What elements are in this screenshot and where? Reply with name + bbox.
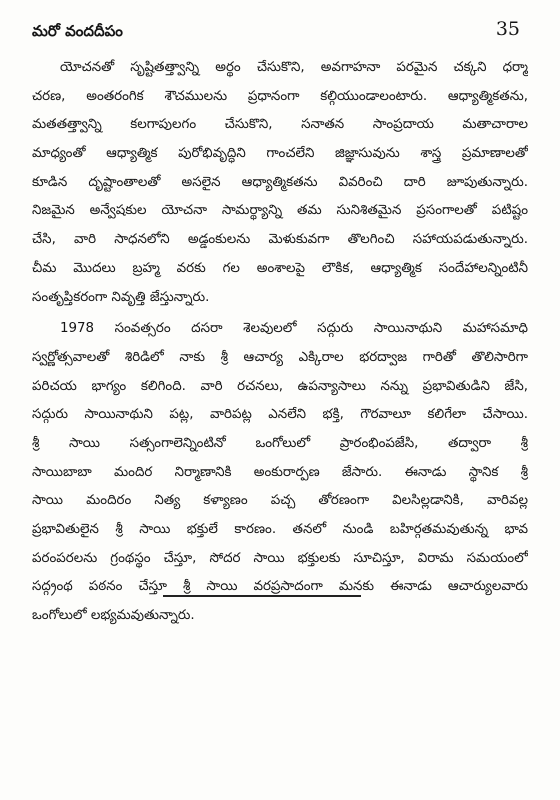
section-separator-rule xyxy=(163,595,361,597)
running-head: మరో వందదీపం xyxy=(32,22,123,40)
text-line: నిజమైన అన్వేషకుల యోచనా సామర్థ్యాన్ని తమ సునిశితమైన ప్రసంగాలతో పటిష్టం xyxy=(32,203,528,219)
text-line: స్వర్ణోత్సవాలతో శిరిడిలో నాకు శ్రీ ఆచార్య ఎక్కిరాల భరద్వాజ గారితో తొలిసారిగా xyxy=(32,349,528,365)
body-text xyxy=(32,54,528,631)
text-line: కూడిన దృష్టాంతాలతో అసలైన ఆధ్యాత్మికతను వివరించి దారి జూపుతున్నారు. xyxy=(32,174,528,190)
paragraph xyxy=(32,315,528,631)
text-line: చీమ మొదలు బ్రహ్మ వరకు గల అంశాలపై లౌకిక, ఆధ్యాత్మిక సందేహాలన్నింటినీ xyxy=(32,260,528,276)
text-line: మాధ్యంతో ఆధ్యాత్మిక పురోభివృద్ధిని గాంచలేని జిజ్ఞాసువును శాస్త్ర ప్రమాణాలతో xyxy=(32,146,528,162)
text-line: సాయి మందిరం నిత్య కళ్యాణం పచ్చ తోరణంగా విలసిల్లడానికి, వారివల్ల xyxy=(32,493,528,509)
text-line: 1978 సంవత్సరం దసరా శెలవులలో సద్గురు సాయినాథుని మహాసమాధి xyxy=(60,321,528,337)
text-line: చరణ, అంతరంగిక శౌచములను ప్రధానంగా కల్గియుండాలంటారు. ఆధ్యాత్మికతను, xyxy=(32,88,528,104)
text-line: ఒంగోలులో లభ్యమవుతున్నారు. xyxy=(32,608,195,624)
text-line: సద్గురు సాయినాథుని పట్ల, వారిపట్ల ఎనలేని భక్తి, గౌరవాలూ కలిగేలా చేసాయి. xyxy=(32,407,528,423)
text-line: చేసి, వారి సాధనలోని అడ్డంకులను మెళుకువగా తొలగించి సహాయపడుతున్నారు. xyxy=(32,232,528,248)
text-line: మతతత్త్వాన్ని కలగాపులగం చేసుకొని, సనాతన సాంప్రదాయ మతాచారాల xyxy=(32,117,528,133)
text-line: ప్రభావితులైన శ్రీ సాయి భక్తులే కారణం. తనలో నుండి బహిర్గతమవుతున్న భావ xyxy=(32,522,528,537)
text-line: సద్గ్రంథ పఠనం చేస్తూ శ్రీ సాయి వరప్రసాదంగా మనకు ఈనాడు ఆచార్యులవారు xyxy=(32,579,528,595)
text-line: శ్రీ సాయి సత్సంగాలెన్నింటినో ఒంగోలులో ప్రారంభింపజేసి, తద్వారా శ్రీ xyxy=(32,435,528,451)
text-line: పరిచయ భాగ్యం కలిగింది. వారి రచనలు, ఉపన్యాసాలు నన్ను ప్రభావితుడిని జేసి, xyxy=(32,378,528,394)
text-line: సాయిబాబా మందిర నిర్మాణానికి అంకురార్పణ జేసారు. ఈనాడు స్థానిక శ్రీ xyxy=(32,464,528,480)
page-number: 35 xyxy=(495,18,520,40)
text-line: యోచనతో సృష్టితత్త్వాన్ని అర్థం చేసుకొని, అవగాహనా పరమైన చక్కని ధర్మా xyxy=(60,60,528,75)
text-line: పరంపరలను గ్రంథస్థం చేస్తూ, సోదర సాయి భక్తులకు సూచిస్తూ, విరామ సమయంలో xyxy=(32,550,528,566)
text-line: సంతృప్తికరంగా నివృత్తి జేస్తున్నారు. xyxy=(32,289,210,305)
paragraph xyxy=(32,54,528,312)
page-header xyxy=(32,18,520,48)
